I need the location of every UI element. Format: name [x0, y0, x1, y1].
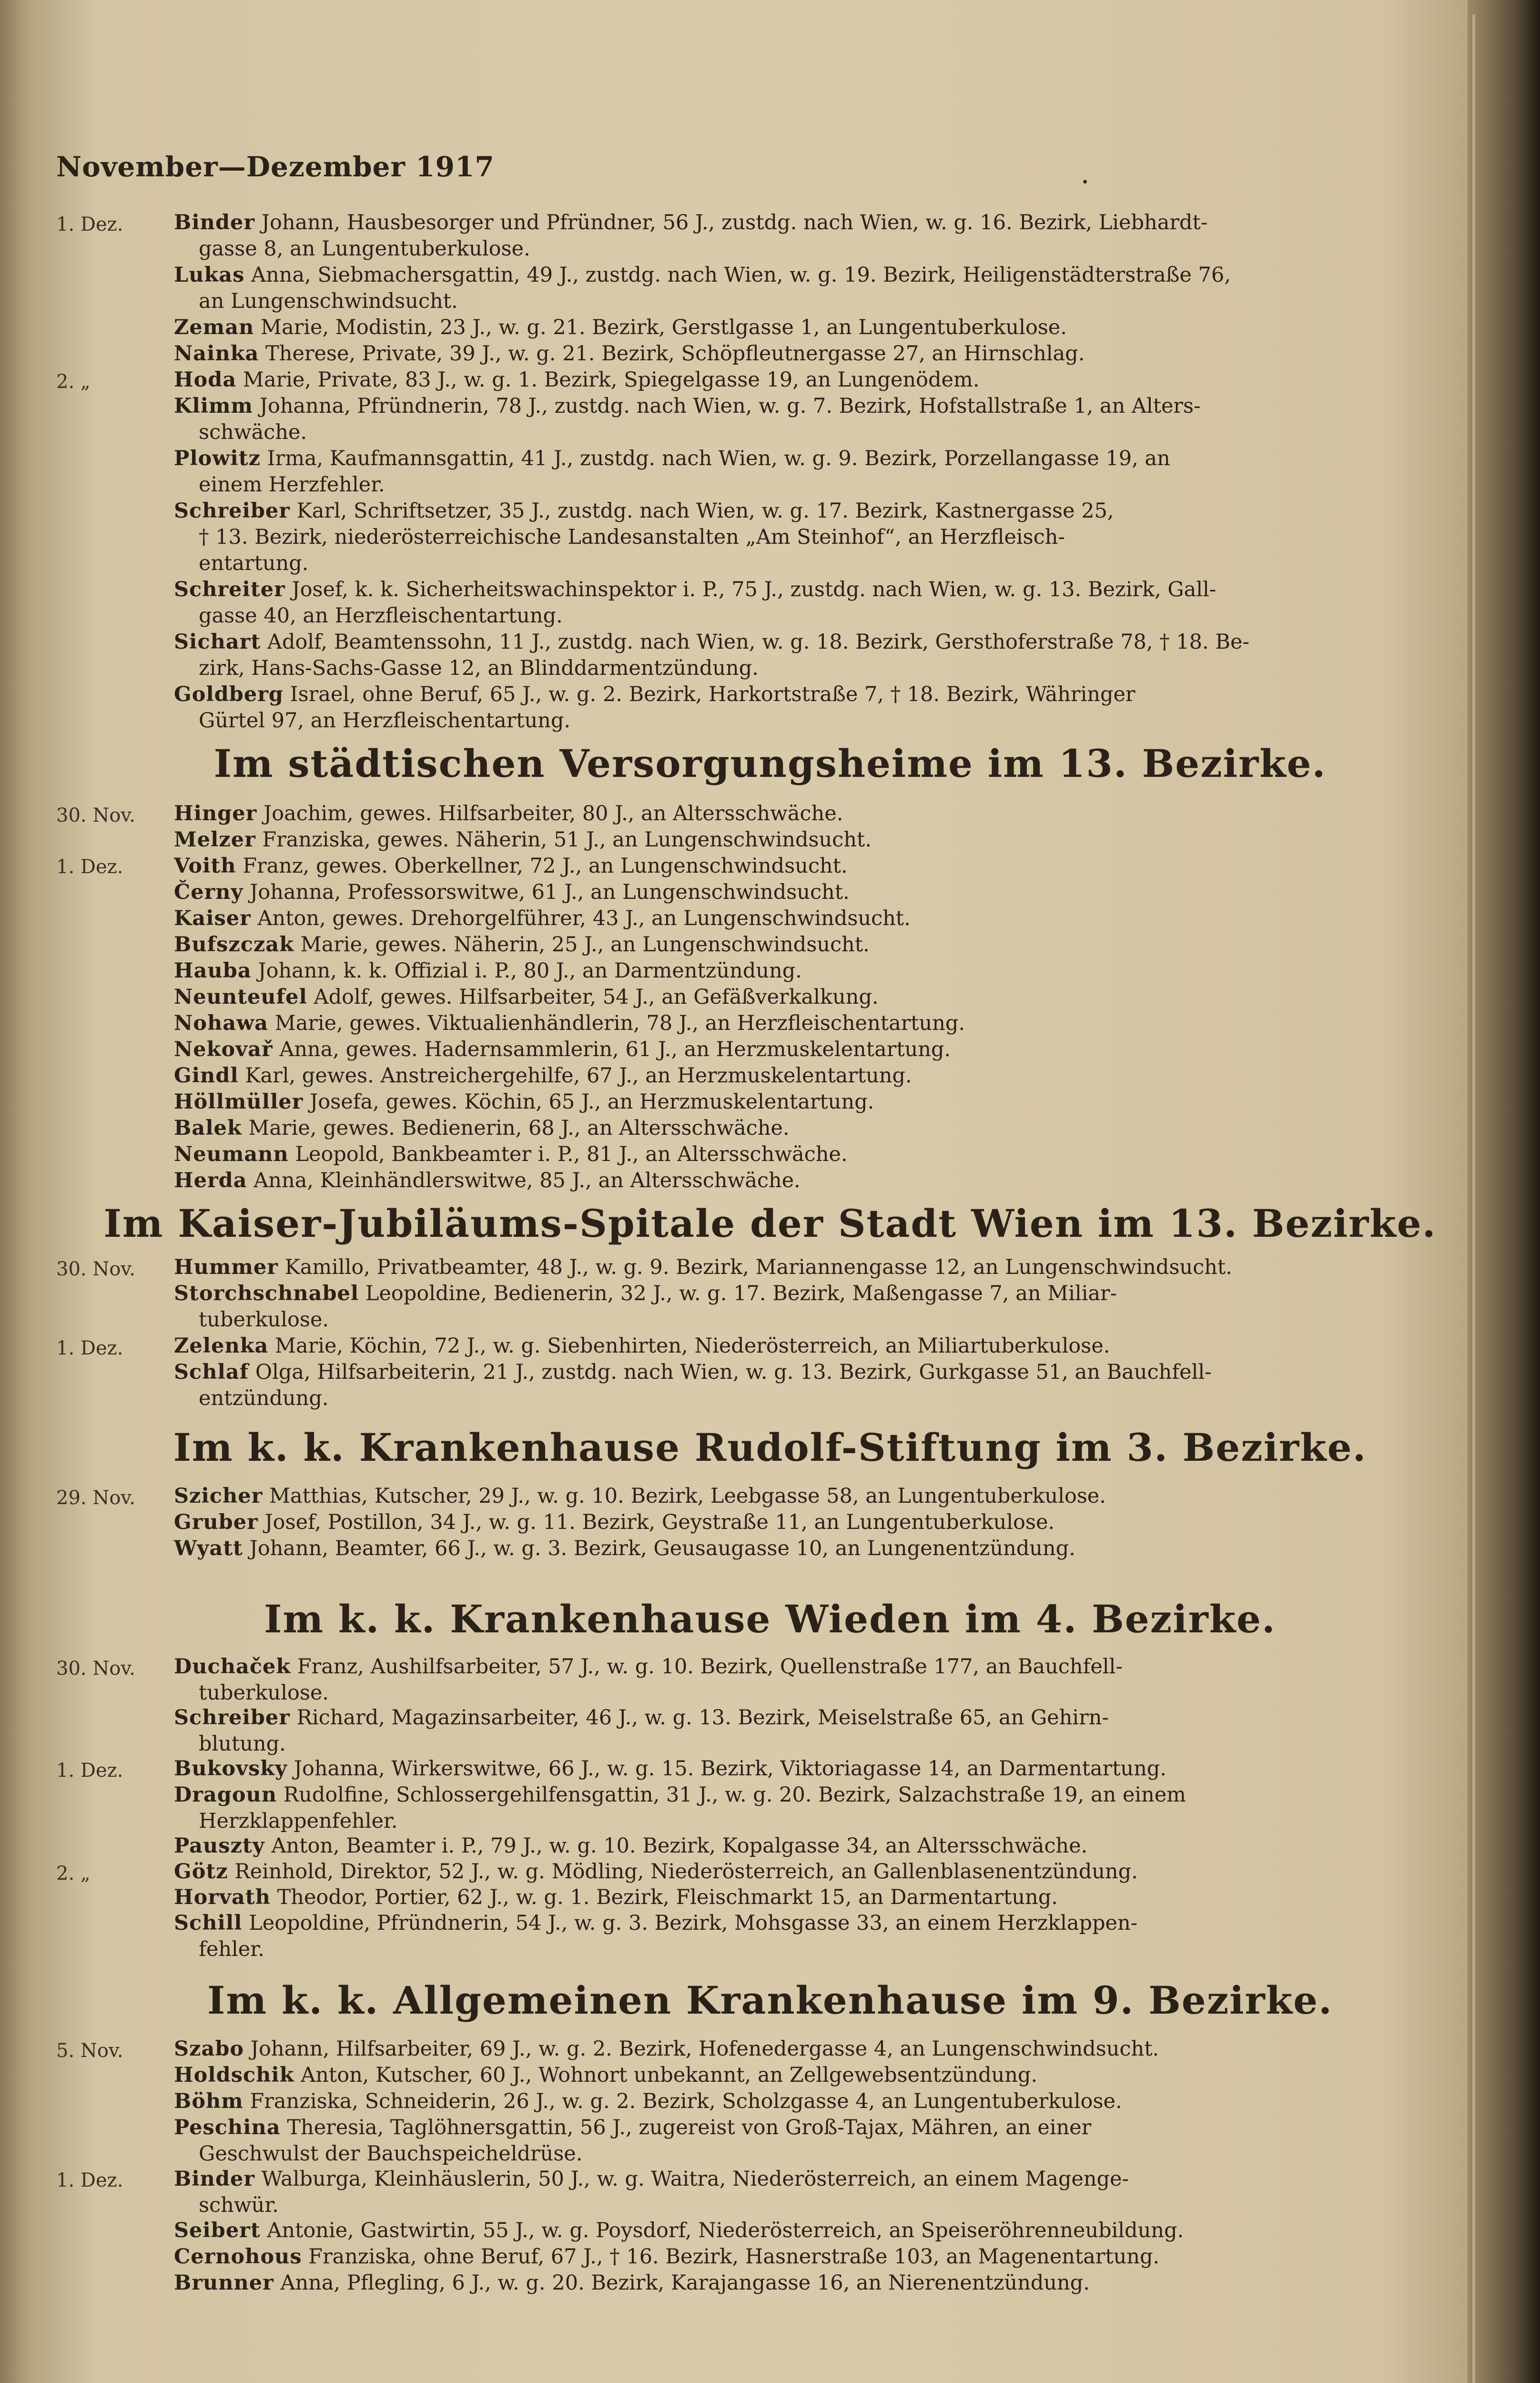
entry: Storchschnabel Leopoldine, Bedienerin, 32 J., w. g. 17. Bezirk, Maßengasse 7, an Miliar- tuberkulose.: [174, 1282, 1117, 1332]
entry: Melzer Franziska, gewes. Näherin, 51 J., an Lungenschwindsucht.: [174, 828, 872, 852]
section-heading: Im k. k. Krankenhause Wieden im 4. Bezirke.: [264, 1597, 1276, 1641]
entry: Götz Reinhold, Direktor, 52 J., w. g. Mödling, Niederösterreich, an Gallenblasenentzündung.: [174, 1860, 1138, 1884]
entry: Cernohous Franziska, ohne Beruf, 67 J., † 16. Bezirk, Hasnerstraße 103, an Magenentartung.: [174, 2245, 1160, 2269]
section-heading: Im k. k. Krankenhause Rudolf-Stiftung im 3. Bezirke.: [173, 1425, 1367, 1470]
header-dot: .: [1081, 157, 1090, 190]
entry: Horvath Theodor, Portier, 62 J., w. g. 1. Bezirk, Fleischmarkt 15, an Darmentartung.: [174, 1885, 1058, 1909]
entry: Binder Johann, Hausbesorger und Pfründner, 56 J., zustdg. nach Wien, w. g. 16. Bezirk, Liebhardt- gasse 8, an Lungentuberkulose.: [174, 211, 1208, 261]
entry: Zeman Marie, Modistin, 23 J., w. g. 21. Bezirk, Gerstlgasse 1, an Lungentuberkulose.: [174, 316, 1067, 339]
entry: Gindl Karl, gewes. Anstreichergehilfe, 67 J., an Herzmuskelentartung.: [174, 1064, 912, 1088]
entry: Holdschik Anton, Kutscher, 60 J., Wohnort unbekannt, an Zellgewebsentzündung.: [174, 2063, 1038, 2087]
entry: Lukas Anna, Siebmachersgattin, 49 J., zustdg. nach Wien, w. g. 19. Bezirk, Heiligenstädterstraße 76, an Lungenschwindsucht.: [174, 263, 1231, 313]
page-edge: [1472, 14, 1475, 2383]
entry: Hauba Johann, k. k. Offizial i. P., 80 J., an Darmentzündung.: [174, 959, 802, 983]
entry: Balek Marie, gewes. Bedienerin, 68 J., an Altersschwäche.: [174, 1116, 790, 1140]
entry: Seibert Antonie, Gastwirtin, 55 J., w. g. Poysdorf, Niederösterreich, an Speiseröhrenneubildung.: [174, 2219, 1184, 2242]
entry: Hummer Kamillo, Privatbeamter, 48 J., w. g. 9. Bezirk, Mariannengasse 12, an Lungenschwindsucht.: [174, 1255, 1232, 1279]
date-label: 29. Nov.: [56, 1487, 135, 1509]
entry: Hoda Marie, Private, 83 J., w. g. 1. Bezirk, Spiegelgasse 19, an Lungenödem.: [174, 368, 980, 392]
entry: Gruber Josef, Postillon, 34 J., w. g. 11. Bezirk, Geystraße 11, an Lungentuberkulose.: [174, 1510, 1055, 1534]
page-header: November—Dezember 1917: [56, 151, 495, 183]
date-label: 1. Dez.: [56, 1760, 123, 1782]
date-label: 1. Dez.: [56, 856, 123, 878]
entry: Sichart Adolf, Beamtenssohn, 11 J., zustdg. nach Wien, w. g. 18. Bezirk, Gersthoferstraße 78, † 18. Be- zirk, Hans-Sachs-Gasse 12, an Blinddarmentzündung.: [174, 630, 1250, 680]
entry: Voith Franz, gewes. Oberkellner, 72 J., an Lungenschwindsucht.: [174, 854, 848, 878]
entry: Peschina Theresia, Taglöhnersgattin, 56 J., zugereist von Groß-Tajax, Mähren, an einer Geschwulst der Bauchspeicheldrüse.: [174, 2116, 1092, 2166]
date-label: 2. „: [56, 1863, 91, 1884]
entry: Bukovsky Johanna, Wirkerswitwe, 66 J., w. g. 15. Bezirk, Viktoriagasse 14, an Darmentartung.: [174, 1757, 1167, 1781]
entry: Binder Walburga, Kleinhäuslerin, 50 J., w. g. Waitra, Niederösterreich, an einem Magenge- schwür.: [174, 2167, 1129, 2217]
date-label: 5. Nov.: [56, 2040, 123, 2062]
entry: Schreiter Josef, k. k. Sicherheitswachinspektor i. P., 75 J., zustdg. nach Wien, w. g. 13. Bezirk, Gall- gasse 40, an Herzfleischentartung.: [174, 578, 1216, 628]
date-label: 1. Dez.: [56, 214, 123, 235]
date-label: 1. Dez.: [56, 2169, 123, 2191]
entry: Nohawa Marie, gewes. Viktualienhändlerin, 78 J., an Herzfleischentartung.: [174, 1011, 965, 1035]
entry: Neunteufel Adolf, gewes. Hilfsarbeiter, 54 J., an Gefäßverkalkung.: [174, 985, 879, 1009]
entry: Kaiser Anton, gewes. Drehorgelführer, 43 J., an Lungenschwindsucht.: [174, 906, 911, 930]
entry: Zelenka Marie, Köchin, 72 J., w. g. Siebenhirten, Niederösterreich, an Miliartuberkulose.: [174, 1334, 1110, 1358]
date-label: 1. Dez.: [56, 1337, 123, 1359]
date-label: 30. Nov.: [56, 1258, 135, 1280]
entry: Böhm Franziska, Schneiderin, 26 J., w. g. 2. Bezirk, Scholzgasse 4, an Lungentuberkulose.: [174, 2089, 1122, 2113]
entry: Klimm Johanna, Pfründnerin, 78 J., zustdg. nach Wien, w. g. 7. Bezirk, Hofstallstraße 1, an Alters- schwäche.: [174, 394, 1201, 444]
entry: Schreiber Richard, Magazinsarbeiter, 46 J., w. g. 13. Bezirk, Meiselstraße 65, an Gehirn- blutung.: [174, 1706, 1109, 1756]
entry: Szabo Johann, Hilfsarbeiter, 69 J., w. g. 2. Bezirk, Hofenedergasse 4, an Lungenschwindsucht.: [174, 2037, 1159, 2061]
entry: Brunner Anna, Pflegling, 6 J., w. g. 20. Bezirk, Karajangasse 16, an Nierenentzündung.: [174, 2271, 1090, 2295]
entry: Herda Anna, Kleinhändlerswitwe, 85 J., an Altersschwäche.: [174, 1169, 800, 1192]
entry: Schreiber Karl, Schriftsetzer, 35 J., zustdg. nach Wien, w. g. 17. Bezirk, Kastnergasse 25, † 13. Bezirk, niederösterreichische Landesanstalten „Am Steinhof“, an Herzfleisch- entartung.: [174, 499, 1114, 575]
date-label: 30. Nov.: [56, 805, 135, 826]
entry: Wyatt Johann, Beamter, 66 J., w. g. 3. Bezirk, Geusaugasse 10, an Lungenentzündung.: [174, 1537, 1075, 1560]
entry: Goldberg Israel, ohne Beruf, 65 J., w. g. 2. Bezirk, Harkortstraße 7, † 18. Bezirk, Währinger Gürtel 97, an Herzfleischentartung.: [174, 682, 1135, 733]
section-heading: Im städtischen Versorgungsheime im 13. Bezirke.: [213, 741, 1327, 786]
entry: Pauszty Anton, Beamter i. P., 79 J., w. g. 10. Bezirk, Kopalgasse 34, an Altersschwäche.: [174, 1834, 1088, 1858]
entry: Nainka Therese, Private, 39 J., w. g. 21. Bezirk, Schöpfleutnergasse 27, an Hirnschlag.: [174, 342, 1085, 366]
section-heading: Im Kaiser-Jubiläums-Spitale der Stadt Wien im 13. Bezirke.: [103, 1201, 1437, 1246]
entry: Schlaf Olga, Hilfsarbeiterin, 21 J., zustdg. nach Wien, w. g. 13. Bezirk, Gurkgasse 51, an Bauchfell- entzündung.: [174, 1360, 1212, 1410]
entry: Höllmüller Josefa, gewes. Köchin, 65 J., an Herzmuskelentartung.: [174, 1090, 874, 1114]
entry: Nekovař Anna, gewes. Hadernsammlerin, 61 J., an Herzmuskelentartung.: [174, 1038, 951, 1061]
date-label: 2. „: [56, 371, 91, 393]
entry: Dragoun Rudolfine, Schlossergehilfensgattin, 31 J., w. g. 20. Bezirk, Salzachstraße 19, an einem Herzklappenfehler.: [174, 1783, 1186, 1833]
entry: Szicher Matthias, Kutscher, 29 J., w. g. 10. Bezirk, Leebgasse 58, an Lungentuberkulose.: [174, 1484, 1106, 1508]
entry: Černy Johanna, Professorswitwe, 61 J., an Lungenschwindsucht.: [174, 880, 850, 904]
entry: Duchaček Franz, Aushilfsarbeiter, 57 J., w. g. 10. Bezirk, Quellenstraße 177, an Bauchfell- tuberkulose.: [174, 1655, 1123, 1705]
entry: Neumann Leopold, Bankbeamter i. P., 81 J., an Altersschwäche.: [174, 1142, 848, 1166]
entry: Plowitz Irma, Kaufmannsgattin, 41 J., zustdg. nach Wien, w. g. 9. Bezirk, Porzellangasse 19, an einem Herzfehler.: [174, 447, 1170, 497]
book-spine: [1468, 0, 1540, 2383]
section-heading: Im k. k. Allgemeinen Krankenhause im 9. Bezirke.: [207, 1978, 1333, 2023]
date-label: 30. Nov.: [56, 1658, 135, 1680]
entry: Bufszczak Marie, gewes. Näherin, 25 J., an Lungenschwindsucht.: [174, 933, 870, 957]
entry: Hinger Joachim, gewes. Hilfsarbeiter, 80 J., an Altersschwäche.: [174, 802, 843, 825]
entry: Schill Leopoldine, Pfründnerin, 54 J., w. g. 3. Bezirk, Mohsgasse 33, an einem Herzklappen- fehler.: [174, 1911, 1138, 1961]
